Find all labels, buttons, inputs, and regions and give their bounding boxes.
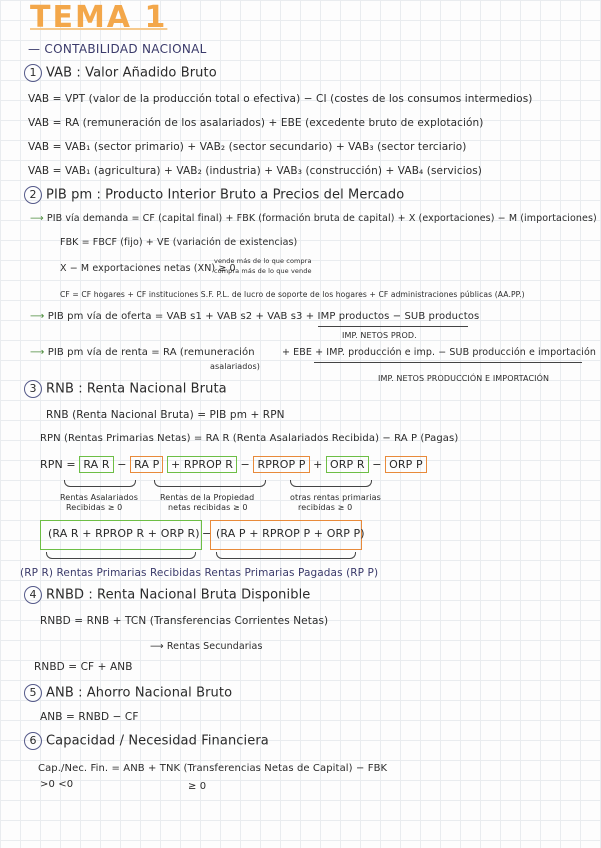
s2-line-6b: asalariados): [210, 362, 260, 371]
s4-line-2: RNBD = CF + ANB: [34, 661, 133, 673]
brace-label-2b: netas recibidas ≥ 0: [168, 503, 248, 512]
arrow-icon: ⟶: [150, 641, 164, 652]
group-recibidas: (RA R + RPROP R + ORP R): [48, 527, 200, 540]
s2-note-imp-prod: IMP. NETOS PRODUCCIÓN E IMPORTACIÓN: [378, 374, 550, 383]
s1-line-3: VAB = VAB₁ (sector primario) + VAB₂ (sector secundario) + VAB₃ (sector terciario): [28, 141, 467, 153]
section-5-heading: 5 ANB : Ahorro Nacional Bruto: [24, 684, 232, 702]
section-6-heading: 6 Capacidad / Necesidad Financiera: [24, 732, 269, 750]
s2-line-3: X − M exportaciones netas (XN) ≥ 0: [60, 263, 236, 274]
brace-label-3a: otras rentas primarias: [290, 493, 381, 502]
underline: [318, 326, 468, 327]
term-orp-pagada: ORP P: [385, 456, 427, 473]
s6-line-1: Cap./Nec. Fin. = ANB + TNK (Transferencias Netas de Capital) − FBK: [38, 763, 388, 774]
term-ra-pagada: RA P: [130, 456, 163, 473]
brace-label-3b: recibidas ≥ 0: [298, 503, 353, 512]
brace: [154, 480, 266, 487]
term-orp-recibida: ORP R: [326, 456, 369, 473]
arrow-icon: ⟶: [30, 213, 44, 224]
s2-line-4: CF = CF hogares + CF instituciones S.F. P.L. de lucro de soporte de los hogares + CF administraciones públicas (AA.PP.): [60, 290, 525, 299]
page-title: TEMA 1: [30, 0, 168, 35]
group-minus: −: [202, 527, 212, 540]
s1-line-1: VAB = VPT (valor de la producción total o efectiva) − CI (costes de los consumos intermedios): [28, 93, 533, 105]
term-rprop-pagada: RPROP P: [253, 456, 309, 473]
term-rprop-recibida: + RPROP R: [167, 456, 237, 473]
subtitle: — CONTABILIDAD NACIONAL: [28, 42, 207, 56]
s2-note-b: compra más de lo que vende: [214, 267, 312, 275]
section-number: 6: [24, 732, 42, 750]
brace-label-1a: Rentas Asalariados: [60, 493, 138, 502]
underline: [314, 362, 582, 363]
brace-label-1b: Recibidas ≥ 0: [66, 503, 123, 512]
s4-note: ⟶ Rentas Secundarias: [150, 641, 263, 652]
section-number: 3: [24, 380, 42, 398]
s3-legend: (RP R) Rentas Primarias Recibidas Rentas Primarias Pagadas (RP P): [20, 567, 379, 579]
s2-note-imp-netos: IMP. NETOS PROD.: [342, 331, 417, 340]
brace-label-2a: Rentas de la Propiedad: [160, 493, 255, 502]
section-number: 1: [24, 64, 42, 82]
s6-line-2: >0 <0: [40, 779, 74, 790]
brace: [216, 552, 356, 559]
brace: [290, 480, 372, 487]
s6-line-3: ≥ 0: [188, 781, 207, 792]
s2-line-6c: + EBE + IMP. producción e imp. − SUB producción e importación: [282, 347, 597, 358]
brace: [46, 552, 196, 559]
arrow-icon: ⟶: [30, 311, 45, 322]
s2-line-5: ⟶ PIB pm vía de oferta = VAB s1 + VAB s2 + VAB s3 + IMP productos − SUB productos: [30, 311, 480, 322]
s3-line-1: RNB (Renta Nacional Bruta) = PIB pm + RPN: [46, 409, 285, 421]
arrow-icon: ⟶: [30, 347, 45, 358]
term-ra-recibida: RA R: [79, 456, 113, 473]
brace: [64, 480, 136, 487]
s4-line-1: RNBD = RNB + TCN (Transferencias Corrientes Netas): [40, 615, 329, 627]
section-number: 5: [24, 684, 42, 702]
section-4-heading: 4 RNBD : Renta Nacional Bruta Disponible: [24, 586, 310, 604]
s1-line-4: VAB = VAB₁ (agricultura) + VAB₂ (industria) + VAB₃ (construcción) + VAB₄ (servicios): [28, 165, 483, 177]
s1-line-2: VAB = RA (remuneración de los asalariados) + EBE (excedente bruto de explotación): [28, 117, 484, 129]
s2-line-2: FBK = FBCF (fijo) + VE (variación de existencias): [60, 237, 298, 248]
s2-note-a: vende más de lo que compra: [214, 257, 312, 265]
s2-line-6: ⟶ PIB pm vía de renta = RA (remuneración: [30, 347, 255, 358]
section-2-heading: 2 PIB pm : Producto Interior Bruto a Precios del Mercado: [24, 186, 404, 204]
s2-line-1: ⟶ PIB vía demanda = CF (capital final) + FBK (formación bruta de capital) + X (exportaciones) − M (importaciones): [30, 213, 597, 224]
section-3-heading: 3 RNB : Renta Nacional Bruta: [24, 380, 227, 398]
s5-line-1: ANB = RNBD − CF: [40, 711, 139, 723]
section-number: 2: [24, 186, 42, 204]
section-number: 4: [24, 586, 42, 604]
section-1-heading: 1 VAB : Valor Añadido Bruto: [24, 64, 217, 82]
group-pagadas: (RA P + RPROP P + ORP P): [216, 527, 365, 540]
s3-line-2: RPN (Rentas Primarias Netas) = RA R (Renta Asalariados Recibida) − RA P (Pagas): [40, 433, 459, 444]
s3-rpn-equation: RPN = RA R − RA P + RPROP R − RPROP P + ORP R − ORP P: [40, 458, 427, 472]
